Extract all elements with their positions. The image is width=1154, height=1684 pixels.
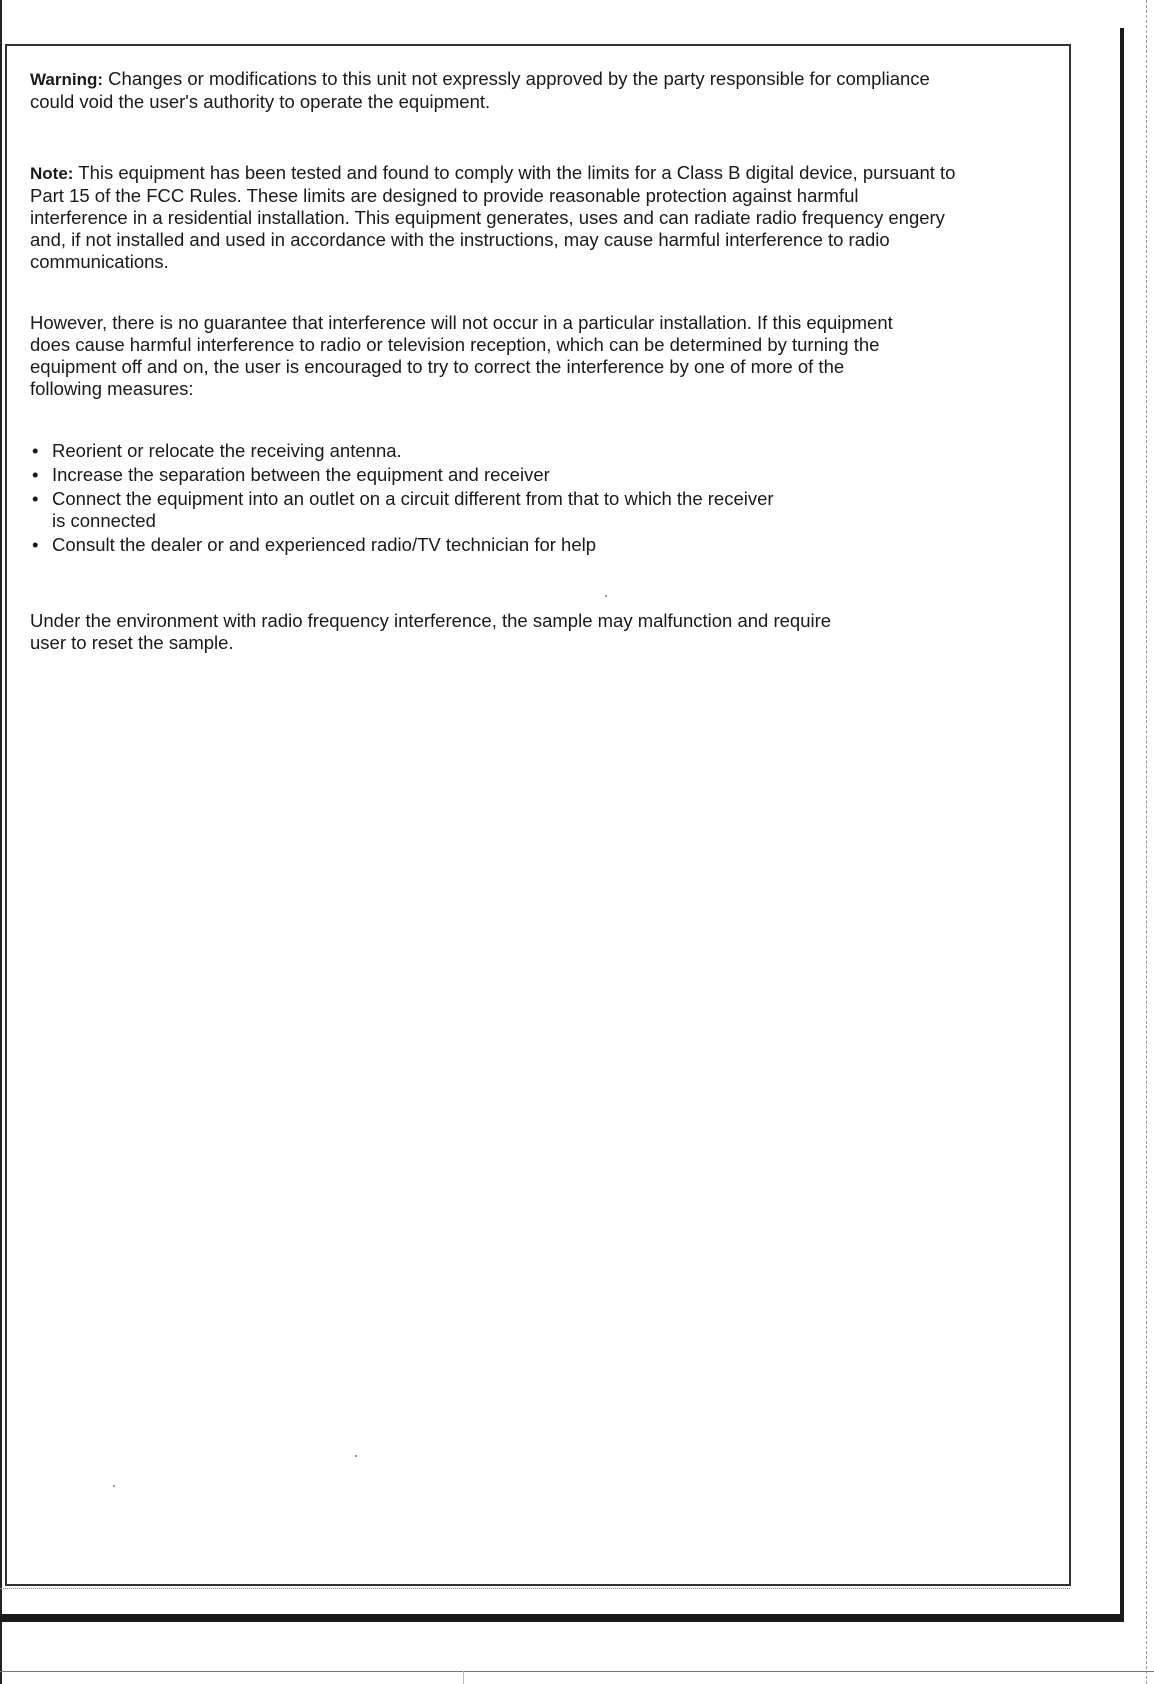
however-paragraph bbox=[30, 312, 900, 400]
bullet-icon: • bbox=[32, 440, 39, 461]
scan-speck bbox=[605, 595, 607, 597]
fcc-notice-box bbox=[5, 44, 1071, 1586]
warning-paragraph bbox=[30, 68, 935, 113]
box-bottom-dotted-rule bbox=[0, 1588, 1070, 1589]
note-paragraph bbox=[30, 162, 960, 273]
however-text: However, there is no guarantee that interference will not occur in a particular installation. If this equipment does cause harmful interference to radio or television reception, which can be determined by turning the equipment off and on, the user is encouraged to try to correct the interference by one of more of the following measures: bbox=[30, 312, 893, 399]
page-left-edge bbox=[0, 0, 2, 1684]
environment-text: Under the environment with radio frequency interference, the sample may malfunction and require user to reset the sample. bbox=[30, 610, 832, 653]
environment-paragraph bbox=[30, 610, 860, 654]
measures-list bbox=[30, 440, 950, 558]
warning-text: Changes or modifications to this unit not expressly approved by the party responsible for compliance could void the user's authority to operate the equipment. bbox=[30, 68, 930, 112]
scan-speck bbox=[355, 1455, 357, 1457]
measure-text: Consult the dealer or and experienced radio/TV technician for help bbox=[52, 534, 597, 555]
page-right-edge bbox=[1146, 0, 1147, 1684]
outer-frame-right bbox=[1120, 28, 1124, 1622]
measure-text: Reorient or relocate the receiving antenna. bbox=[52, 440, 402, 461]
measure-text: Connect the equipment into an outlet on a circuit different from that to which the receiver is connected bbox=[52, 488, 774, 531]
footer-rule bbox=[0, 1671, 1154, 1672]
measure-text: Increase the separation between the equipment and receiver bbox=[52, 464, 550, 485]
list-item bbox=[30, 488, 792, 532]
list-item bbox=[30, 464, 950, 486]
bullet-icon: • bbox=[32, 464, 39, 485]
list-item bbox=[30, 534, 950, 556]
warning-label: Warning: bbox=[30, 70, 104, 89]
note-text: This equipment has been tested and found to comply with the limits for a Class B digital device, pursuant to Part 15 of the FCC Rules. These limits are designed to provide reasonable protection against harmful interference in a residential installation. This equipment generates, uses and can radiate radio frequency engery and, if not installed and used in accordance with the instructions, may cause harmful interference to radio communications. bbox=[30, 162, 956, 272]
note-label: Note: bbox=[30, 164, 74, 183]
scan-speck bbox=[113, 1485, 115, 1487]
outer-frame-bottom bbox=[0, 1614, 1124, 1622]
list-item bbox=[30, 440, 950, 462]
bullet-icon: • bbox=[32, 488, 39, 509]
bullet-icon: • bbox=[32, 534, 39, 555]
footer-tick bbox=[463, 1671, 464, 1684]
